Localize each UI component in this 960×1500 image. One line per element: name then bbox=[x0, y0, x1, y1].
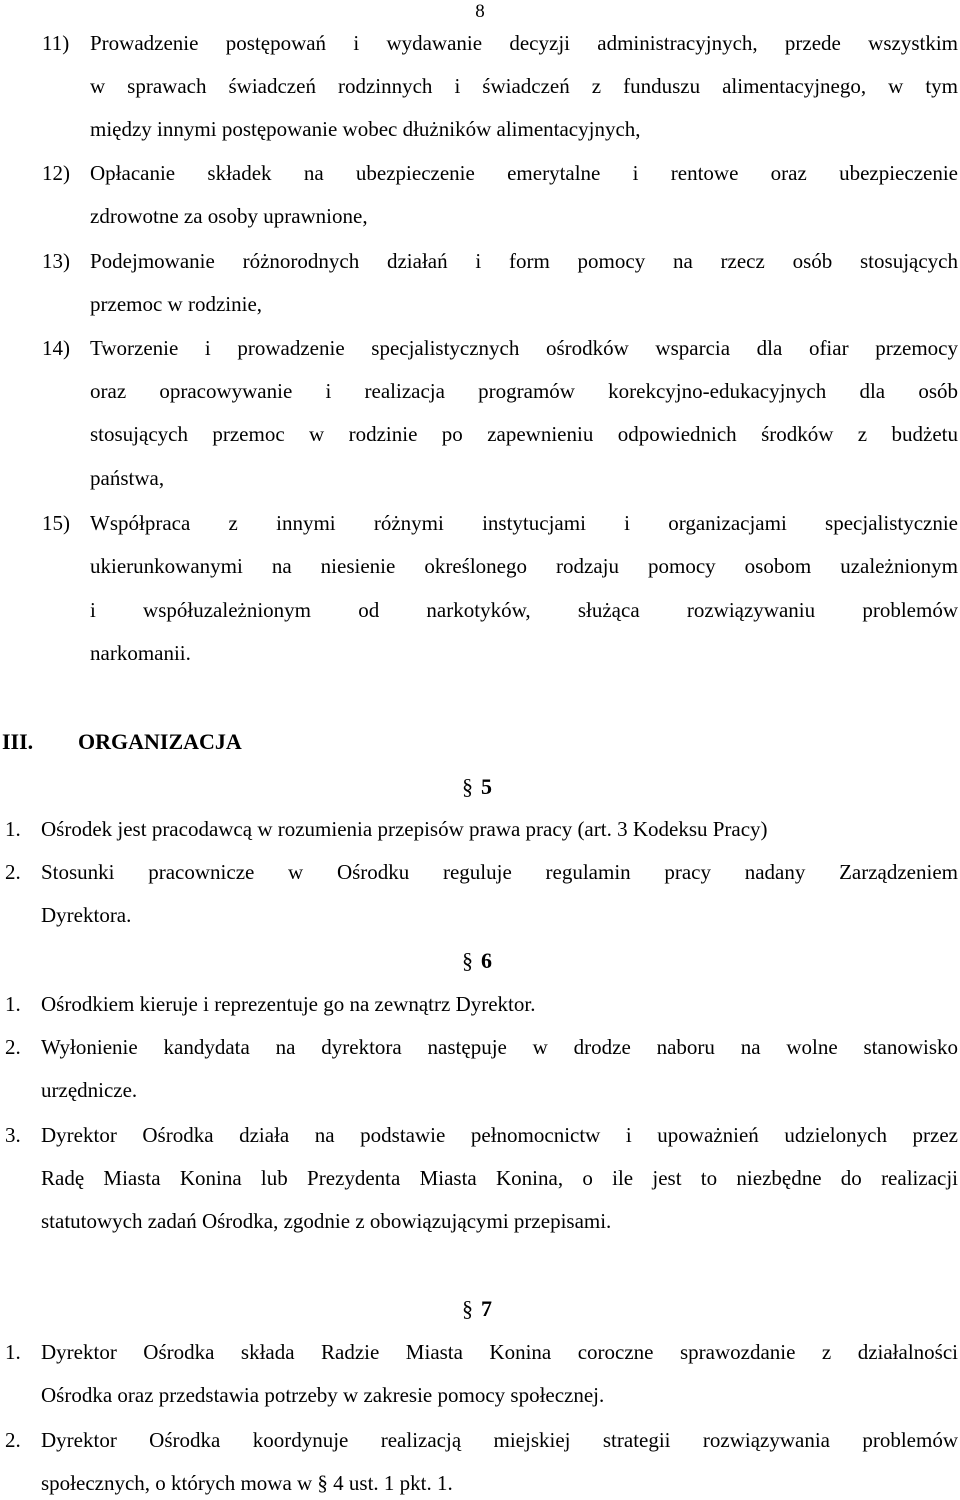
list-item bbox=[0, 28, 960, 158]
section-sign: § bbox=[462, 774, 473, 799]
item-number: 15) bbox=[42, 511, 70, 535]
list-item bbox=[0, 814, 960, 844]
item-line: urzędnicze. bbox=[41, 1078, 138, 1102]
item-line: Dyrektor Ośrodka działa na podstawie pełnomocnictw i upoważnień udzielonych przez bbox=[41, 1123, 958, 1147]
item-line: Radę Miasta Konina lub Prezydenta Miasta Konina, o ile jest to niezbędne do realizacji bbox=[41, 1166, 958, 1190]
item-number: 3. bbox=[5, 1123, 21, 1147]
paragraph-heading bbox=[462, 772, 492, 802]
paragraph-heading bbox=[462, 1294, 492, 1324]
item-line: Ośrodka oraz przedstawia potrzeby w zakresie pomocy społecznej. bbox=[41, 1383, 605, 1407]
item-number: 1. bbox=[5, 1340, 21, 1364]
page-number: 8 bbox=[475, 1, 485, 22]
list-item bbox=[0, 508, 960, 683]
list-item bbox=[0, 1425, 960, 1500]
section-sign: § bbox=[462, 948, 473, 973]
item-number: 13) bbox=[42, 249, 70, 273]
section-number: III. bbox=[2, 729, 34, 754]
item-line: Ośrodkiem kieruje i reprezentuje go na zewnątrz Dyrektor. bbox=[41, 992, 536, 1016]
section-title: ORGANIZACJA bbox=[78, 729, 242, 754]
item-line: Ośrodek jest pracodawcą w rozumienia przepisów prawa pracy (art. 3 Kodeksu Pracy) bbox=[41, 817, 768, 841]
item-number: 12) bbox=[42, 161, 70, 185]
item-line: i współuzależnionym od narkotyków, służąca rozwiązywaniu problemów bbox=[90, 598, 958, 622]
item-number: 1. bbox=[5, 992, 21, 1016]
item-line: stosujących przemoc w rodzinie po zapewnieniu odpowiednich środków z budżetu bbox=[90, 422, 958, 446]
item-line: Prowadzenie postępowań i wydawanie decyzji administracyjnych, przede wszystkim bbox=[90, 31, 958, 55]
paragraph-number: 5 bbox=[481, 774, 492, 799]
item-line: Wyłonienie kandydata na dyrektora następuje w drodze naboru na wolne stanowisko bbox=[41, 1035, 958, 1059]
item-line: Tworzenie i prowadzenie specjalistycznych ośrodków wsparcia dla ofiar przemocy bbox=[90, 336, 958, 360]
list-item bbox=[0, 246, 960, 336]
list-item bbox=[0, 989, 960, 1019]
item-line: społecznych, o których mowa w § 4 ust. 1 pkt. 1. bbox=[41, 1471, 453, 1495]
item-line: Opłacanie składek na ubezpieczenie emerytalne i rentowe oraz ubezpieczenie bbox=[90, 161, 958, 185]
item-line: między innymi postępowanie wobec dłużników alimentacyjnych, bbox=[90, 117, 641, 141]
item-line: Dyrektor Ośrodka składa Radzie Miasta Konina coroczne sprawozdanie z działalności bbox=[41, 1340, 958, 1364]
item-number: 11) bbox=[42, 31, 70, 55]
item-number: 2. bbox=[5, 1035, 21, 1059]
item-line: Dyrektor Ośrodka koordynuje realizacją miejskiej strategii rozwiązywania problemów bbox=[41, 1428, 958, 1452]
section-sign: § bbox=[462, 1296, 473, 1321]
item-line: Dyrektora. bbox=[41, 903, 132, 927]
list-item bbox=[0, 158, 960, 248]
list-item bbox=[0, 1032, 960, 1107]
item-number: 2. bbox=[5, 1428, 21, 1452]
list-item bbox=[0, 1337, 960, 1412]
item-line: Podejmowanie różnorodnych działań i form pomocy na rzecz osób stosujących bbox=[90, 249, 958, 273]
item-line: narkomanii. bbox=[90, 641, 191, 665]
item-line: w sprawach świadczeń rodzinnych i świadczeń z funduszu alimentacyjnego, w tym bbox=[90, 74, 958, 98]
item-number: 14) bbox=[42, 336, 70, 360]
paragraph-number: 6 bbox=[481, 948, 492, 973]
item-line: oraz opracowywanie i realizacja programów korekcyjno-edukacyjnych dla osób bbox=[90, 379, 958, 403]
list-item bbox=[0, 1120, 960, 1240]
item-line: Stosunki pracownicze w Ośrodku reguluje regulamin pracy nadany Zarządzeniem bbox=[41, 860, 958, 884]
item-line: Współpraca z innymi różnymi instytucjami i organizacjami specjalistycznie bbox=[90, 511, 958, 535]
list-item bbox=[0, 857, 960, 932]
item-number: 1. bbox=[5, 817, 21, 841]
item-line: państwa, bbox=[90, 466, 165, 490]
item-line: zdrowotne za osoby uprawnione, bbox=[90, 204, 368, 228]
paragraph-number: 7 bbox=[481, 1296, 492, 1321]
item-line: przemoc w rodzinie, bbox=[90, 292, 263, 316]
paragraph-heading bbox=[462, 946, 492, 976]
item-line: ukierunkowanymi na niesienie określonego rodzaju pomocy osobom uzależnionym bbox=[90, 554, 958, 578]
list-item bbox=[0, 333, 960, 508]
item-line: statutowych zadań Ośrodka, zgodnie z obowiązującymi przepisami. bbox=[41, 1209, 612, 1233]
item-number: 2. bbox=[5, 860, 21, 884]
